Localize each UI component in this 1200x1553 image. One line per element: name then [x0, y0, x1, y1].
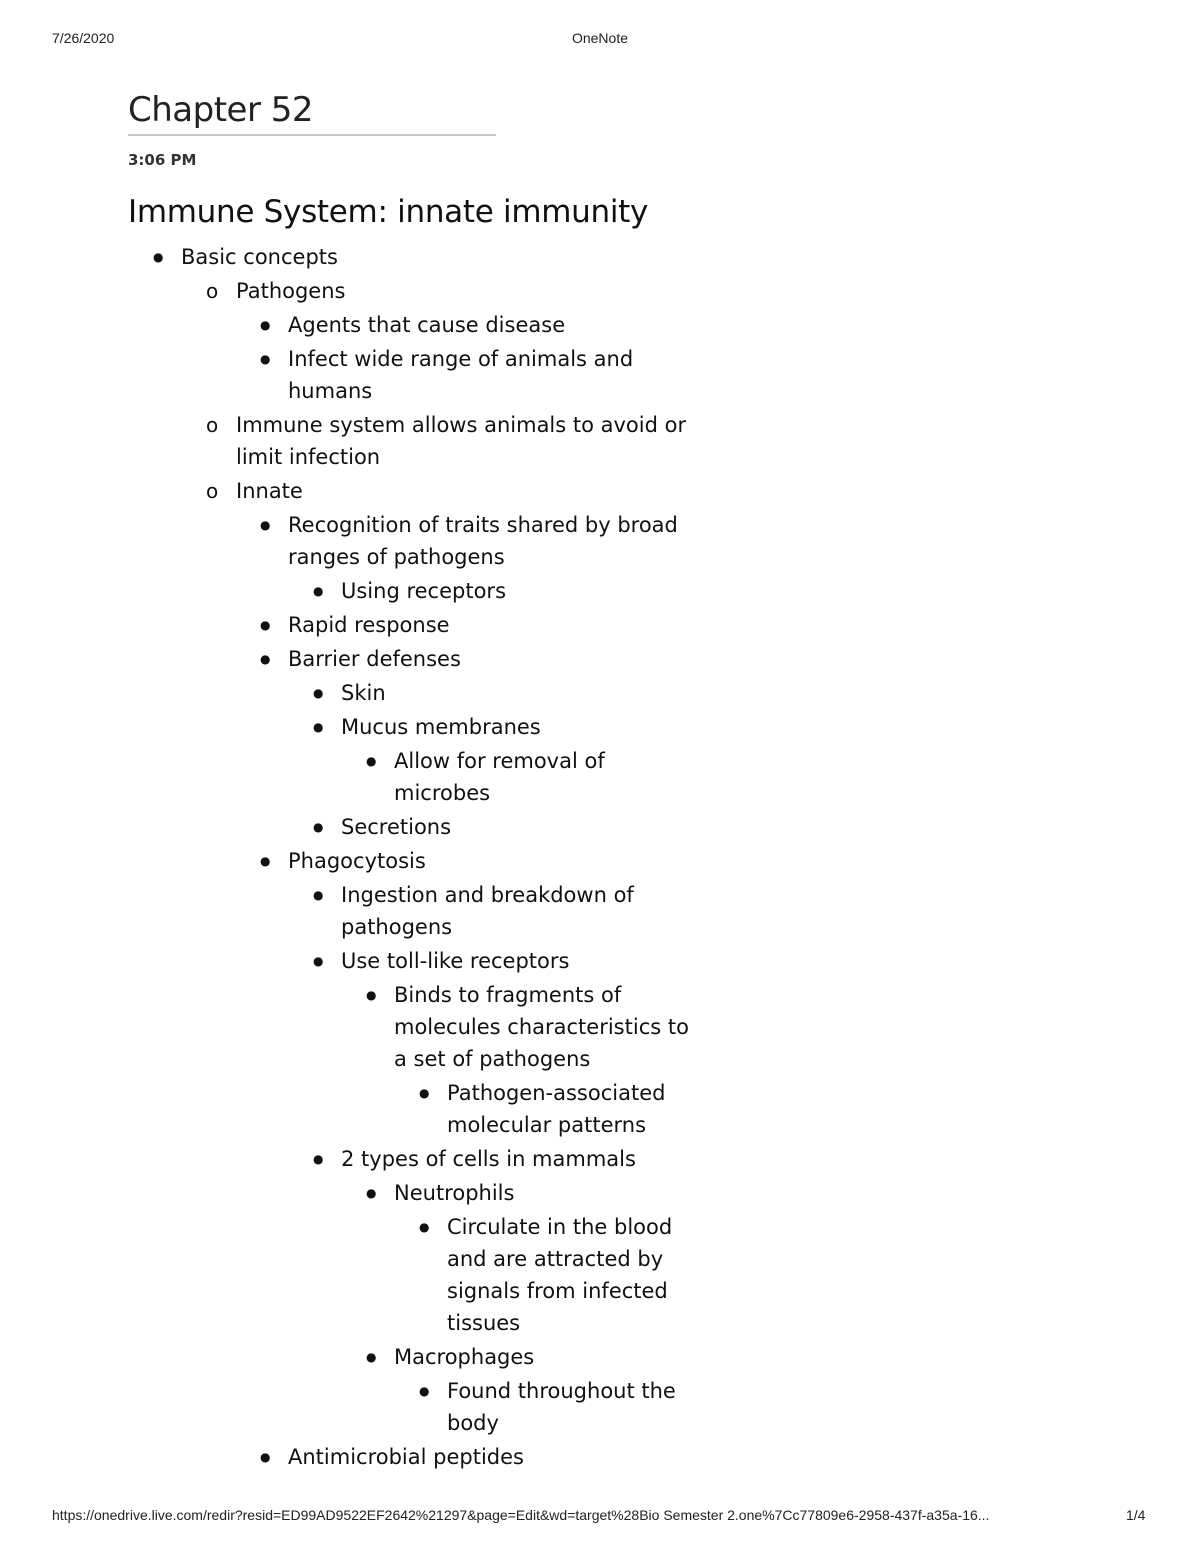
disc-bullet-icon: ● — [260, 652, 271, 666]
outline-item-level-4[interactable]: Ingestion and breakdown of pathogens — [341, 883, 634, 939]
print-page-number: 1/4 — [1126, 1507, 1146, 1523]
disc-bullet-icon: ● — [366, 754, 377, 768]
outline-item-level-6[interactable]: Circulate in the blood and are attracted by signals from infected tissues — [447, 1215, 673, 1335]
outline-item-level-3[interactable]: Barrier defenses — [288, 647, 461, 671]
section-heading[interactable]: Immune System: innate immunity — [128, 194, 649, 230]
disc-bullet-icon: ● — [366, 1186, 377, 1200]
print-header — [0, 30, 1200, 50]
disc-bullet-icon: ● — [260, 352, 271, 366]
outline-item-level-5[interactable]: Macrophages — [394, 1345, 535, 1369]
disc-bullet-icon: ● — [419, 1220, 430, 1234]
outline-item-level-2[interactable]: Pathogens — [236, 279, 346, 303]
outline-item-level-5[interactable]: Allow for removal of microbes — [394, 749, 605, 805]
outline-item-level-5[interactable]: Binds to fragments of molecules characteristics to a set of pathogens — [394, 983, 689, 1071]
disc-bullet-icon: ● — [419, 1086, 430, 1100]
disc-bullet-icon: ● — [260, 618, 271, 632]
outline-item-level-4[interactable]: Use toll-like receptors — [341, 949, 570, 973]
outline-item-level-2[interactable]: Innate — [236, 479, 303, 503]
circle-bullet-icon: o — [206, 479, 219, 503]
disc-bullet-icon: ● — [260, 318, 271, 332]
outline-item-level-4[interactable]: 2 types of cells in mammals — [341, 1147, 636, 1171]
disc-bullet-icon: ● — [313, 820, 324, 834]
disc-bullet-icon: ● — [260, 854, 271, 868]
print-app-name: OneNote — [571, 30, 629, 46]
disc-bullet-icon: ● — [419, 1384, 430, 1398]
outline-item-level-4[interactable]: Skin — [341, 681, 386, 705]
disc-bullet-icon: ● — [153, 250, 164, 264]
outline-item-level-6[interactable]: Found throughout the body — [447, 1379, 676, 1435]
outline-item-level-3[interactable]: Phagocytosis — [288, 849, 426, 873]
disc-bullet-icon: ● — [366, 1350, 377, 1364]
print-url: https://onedrive.live.com/redir?resid=ED99AD9522EF2642%21297&page=Edit&wd=target%28Bio Semester 2.one%7Cc77809e6-2958-437f-a35a-16... — [52, 1507, 990, 1523]
disc-bullet-icon: ● — [313, 954, 324, 968]
outline-item-level-3[interactable]: Antimicrobial peptides — [288, 1445, 524, 1469]
circle-bullet-icon: o — [206, 279, 219, 303]
circle-bullet-icon: o — [206, 413, 219, 437]
disc-bullet-icon: ● — [366, 988, 377, 1002]
page-time: 3:06 PM — [128, 151, 197, 169]
outline-item-level-1[interactable]: Basic concepts — [181, 245, 338, 269]
disc-bullet-icon: ● — [313, 686, 324, 700]
outline-item-level-4[interactable]: Secretions — [341, 815, 452, 839]
outline-item-level-3[interactable]: Recognition of traits shared by broad ranges of pathogens — [288, 513, 678, 569]
outline-item-level-5[interactable]: Neutrophils — [394, 1181, 515, 1205]
disc-bullet-icon: ● — [313, 888, 324, 902]
outline-item-level-3[interactable]: Rapid response — [288, 613, 450, 637]
disc-bullet-icon: ● — [260, 1450, 271, 1464]
disc-bullet-icon: ● — [260, 518, 271, 532]
print-footer — [0, 1507, 1200, 1527]
outline-item-level-3[interactable]: Infect wide range of animals and humans — [288, 347, 634, 403]
disc-bullet-icon: ● — [313, 584, 324, 598]
outline-item-level-4[interactable]: Using receptors — [341, 579, 507, 603]
outline-item-level-4[interactable]: Mucus membranes — [341, 715, 541, 739]
page-title[interactable]: Chapter 52 — [128, 90, 314, 130]
disc-bullet-icon: ● — [313, 1152, 324, 1166]
outline-item-level-2[interactable]: Immune system allows animals to avoid or limit infection — [236, 413, 687, 469]
title-underline — [128, 134, 496, 136]
disc-bullet-icon: ● — [313, 720, 324, 734]
print-date: 7/26/2020 — [52, 30, 115, 46]
outline-item-level-6[interactable]: Pathogen-associated molecular patterns — [447, 1081, 666, 1137]
outline-item-level-3[interactable]: Agents that cause disease — [288, 313, 566, 337]
